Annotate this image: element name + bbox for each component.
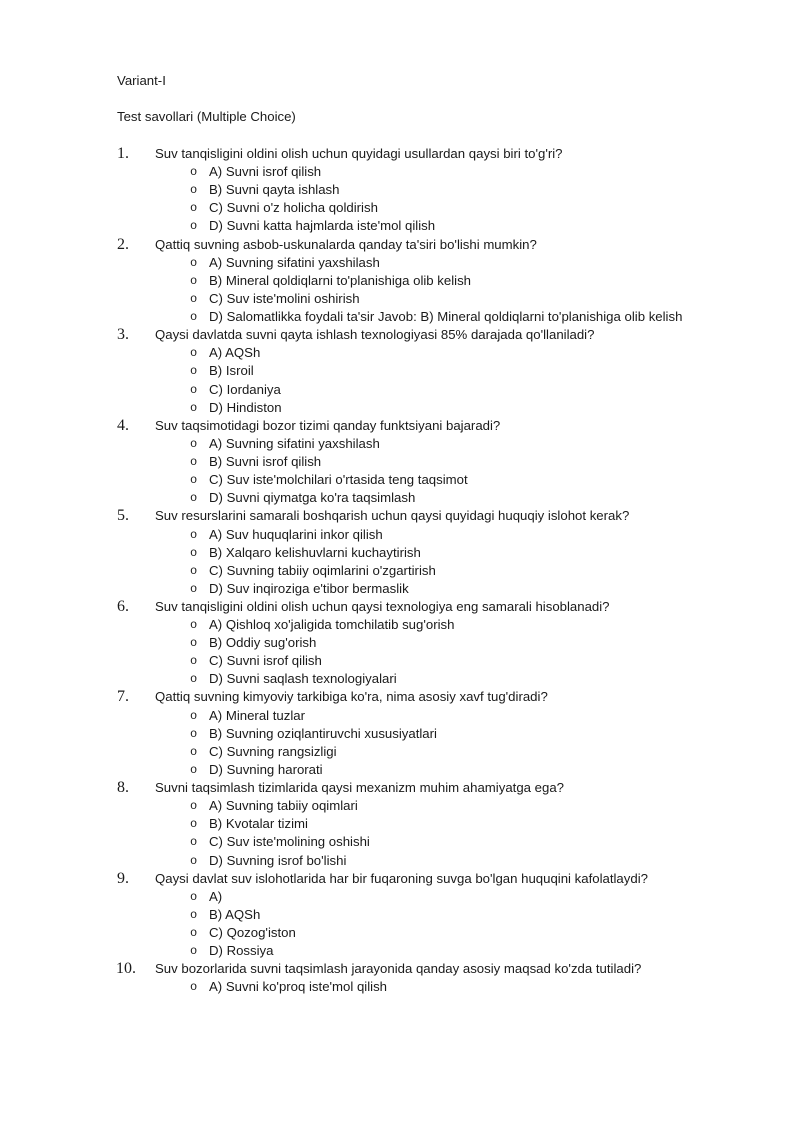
question-list [117,145,717,997]
question-item [117,598,717,689]
question-item [117,960,717,996]
option-bullet-icon: o [190,907,198,922]
option-item[interactable] [117,888,717,906]
question-line [117,507,717,525]
option-text: A) Mineral tuzlar [209,707,306,723]
option-bullet-icon: o [190,636,198,651]
question-line [117,145,717,163]
option-bullet-icon: o [190,563,198,578]
option-text: D) Rossiya [209,943,274,959]
option-bullet-icon: o [190,473,198,488]
question-item [117,326,717,417]
option-item[interactable] [117,453,717,471]
option-bullet-icon: o [190,926,198,941]
option-text: A) AQSh [209,345,261,361]
option-text: B) Mineral qoldiqlarni to'planishiga olib kelish [209,272,472,288]
option-item[interactable] [117,526,717,544]
option-text: C) Suvning tabiiy oqimlarini o'zgartirish [209,562,436,578]
option-item[interactable] [117,435,717,453]
option-text: D) Suvning isrof bo'lishi [209,852,347,868]
option-item[interactable] [117,942,717,960]
option-list [117,254,717,326]
question-text: Suv bozorlarida suvni taqsimlash jarayonida qanday asosiy maqsad ko'zda tutiladi? [155,961,642,977]
question-number: 1. [117,145,129,162]
option-bullet-icon: o [190,219,198,234]
option-text: D) Salomatlikka foydali ta'sir Javob: B) Mineral qoldiqlarni to'planishiga olib kelish [209,309,683,325]
option-item[interactable] [117,362,717,380]
option-item[interactable] [117,852,717,870]
question-line [117,417,717,435]
option-item[interactable] [117,924,717,942]
option-text: A) Suvni ko'proq iste'mol qilish [209,979,388,995]
question-text: Suv tanqisligini oldini olish uchun qaysi texnologiya eng samarali hisoblanadi? [155,598,610,614]
option-item[interactable] [117,399,717,417]
question-number: 3. [117,326,129,344]
section-heading: Test savollari (Multiple Choice) [117,109,296,124]
question-item [117,688,717,779]
question-text: Suv resurslarini samarali boshqarish uchun qaysi quyidagi huquqiy islohot kerak? [155,508,630,524]
option-text: D) Suvni saqlash texnologiyalari [209,671,397,687]
option-item[interactable] [117,254,717,272]
option-item[interactable] [117,670,717,688]
option-bullet-icon: o [190,310,198,325]
option-item[interactable] [117,381,717,399]
question-item [117,417,717,508]
option-item[interactable] [117,308,717,326]
option-item[interactable] [117,471,717,489]
question-line [117,236,717,254]
option-list [117,888,717,960]
option-bullet-icon: o [190,291,198,306]
option-item[interactable] [117,707,717,725]
option-bullet-icon: o [190,672,198,687]
option-text: A) Suvning tabiiy oqimlari [209,798,358,814]
option-item[interactable] [117,199,717,217]
question-line [117,688,717,706]
question-line [117,870,717,888]
option-item[interactable] [117,906,717,924]
option-text: C) Iordaniya [209,381,281,397]
option-item[interactable] [117,562,717,580]
option-item[interactable] [117,272,717,290]
question-text: Suvni taqsimlash tizimlarida qaysi mexanizm muhim ahamiyatga ega? [155,780,564,796]
option-bullet-icon: o [190,853,198,868]
variant-label: Variant-I [117,73,166,88]
option-text: B) AQSh [209,906,261,922]
option-text: C) Suv iste'molining oshishi [209,834,370,850]
option-text: C) Qozog'iston [209,925,296,941]
question-number: 9. [117,869,129,887]
option-bullet-icon: o [190,708,198,723]
question-number: 5. [117,507,129,525]
option-item[interactable] [117,761,717,779]
question-text: Suv taqsimotidagi bozor tizimi qanday funktsiyani bajaradi? [155,417,501,433]
option-item[interactable] [117,290,717,308]
option-bullet-icon: o [190,183,198,198]
option-bullet-icon: o [190,346,198,361]
option-bullet-icon: o [190,545,198,560]
option-bullet-icon: o [190,889,198,904]
option-list [117,797,717,869]
option-list [117,978,717,996]
option-item[interactable] [117,544,717,562]
option-list [117,616,717,688]
question-text: Qattiq suvning asbob-uskunalarda qanday ta'siri bo'lishi mumkin? [155,236,537,252]
option-bullet-icon: o [190,527,198,542]
option-text: C) Suvning rangsizligi [209,743,337,759]
question-item [117,236,717,327]
option-bullet-icon: o [190,364,198,379]
option-bullet-icon: o [190,491,198,506]
option-item[interactable] [117,163,717,181]
option-item[interactable] [117,217,717,235]
option-item[interactable] [117,743,717,761]
option-item[interactable] [117,833,717,851]
question-line [117,779,717,797]
option-bullet-icon: o [190,400,198,415]
option-text: B) Suvni isrof qilish [209,454,322,470]
option-list [117,344,717,416]
question-item [117,145,717,236]
option-item[interactable] [117,652,717,670]
option-text: A) Suvning sifatini yaxshilash [209,254,380,270]
option-bullet-icon: o [190,744,198,759]
option-bullet-icon: o [190,762,198,777]
option-item[interactable] [117,634,717,652]
option-bullet-icon: o [190,726,198,741]
option-item[interactable] [117,978,717,996]
option-bullet-icon: o [190,165,198,180]
option-bullet-icon: o [190,581,198,596]
option-text: C) Suvni isrof qilish [209,653,322,669]
option-bullet-icon: o [190,201,198,216]
question-item [117,870,717,961]
option-bullet-icon: o [190,817,198,832]
question-text: Qaysi davlat suv islohotlarida har bir fuqaroning suvga bo'lgan huquqini kafolatlaydi? [155,870,648,886]
option-bullet-icon: o [190,255,198,270]
question-line [117,598,717,616]
option-bullet-icon: o [190,654,198,669]
option-text: C) Suv iste'molchilari o'rtasida teng taqsimot [209,472,468,488]
question-number: 7. [117,688,129,706]
option-text: B) Kvotalar tizimi [209,816,308,832]
option-bullet-icon: o [190,382,198,397]
option-bullet-icon: o [190,436,198,451]
option-text: D) Suvni qiymatga ko'ra taqsimlash [209,490,416,506]
option-list [117,163,717,235]
question-text: Qaysi davlatda suvni qayta ishlash texnologiyasi 85% darajada qo'llaniladi? [155,327,595,343]
option-list [117,707,717,779]
option-text: D) Suvni katta hajmlarda iste'mol qilish [209,218,436,234]
option-text: A) Suvni isrof qilish [209,164,322,180]
option-text: C) Suvni o'z holicha qoldirish [209,200,378,216]
question-text: Suv tanqisligini oldini olish uchun quyidagi usullardan qaysi biri to'g'ri? [155,146,563,161]
option-list [117,526,717,598]
option-bullet-icon: o [190,980,198,995]
question-number: 10. [116,960,136,978]
question-item [117,779,717,870]
question-number: 2. [117,235,129,253]
option-bullet-icon: o [190,799,198,814]
question-text: Qattiq suvning kimyoviy tarkibiga ko'ra, nima asosiy xavf tug'diradi? [155,689,548,705]
question-number: 4. [117,416,129,434]
option-item[interactable] [117,616,717,634]
question-line [117,326,717,344]
option-text: D) Suvning harorati [209,761,323,777]
option-text: C) Suv iste'molini oshirish [209,290,360,306]
option-list [117,435,717,507]
question-number: 6. [117,597,129,615]
option-text: A) [209,888,223,904]
option-text: B) Xalqaro kelishuvlarni kuchaytirish [209,544,421,560]
option-item[interactable] [117,580,717,598]
option-text: B) Oddiy sug'orish [209,635,317,651]
option-item[interactable] [117,489,717,507]
question-number: 8. [117,779,129,797]
option-text: B) Suvni qayta ishlash [209,182,340,198]
option-text: B) Isroil [209,363,254,379]
option-text: D) Hindiston [209,399,282,415]
question-item [117,507,717,598]
option-bullet-icon: o [190,618,198,633]
option-item[interactable] [117,797,717,815]
question-line [117,960,717,978]
option-bullet-icon: o [190,835,198,850]
option-item[interactable] [117,725,717,743]
option-bullet-icon: o [190,944,198,959]
option-text: A) Suv huquqlarini inkor qilish [209,526,383,542]
option-text: B) Suvning oziqlantiruvchi xususiyatlari [209,725,437,741]
option-bullet-icon: o [190,455,198,470]
document-body [117,73,717,997]
option-item[interactable] [117,181,717,199]
option-text: D) Suv inqiroziga e'tibor bermaslik [209,580,409,596]
option-item[interactable] [117,344,717,362]
option-item[interactable] [117,815,717,833]
option-bullet-icon: o [190,273,198,288]
option-text: A) Suvning sifatini yaxshilash [209,435,380,451]
option-text: A) Qishloq xo'jaligida tomchilatib sug'orish [209,617,455,633]
